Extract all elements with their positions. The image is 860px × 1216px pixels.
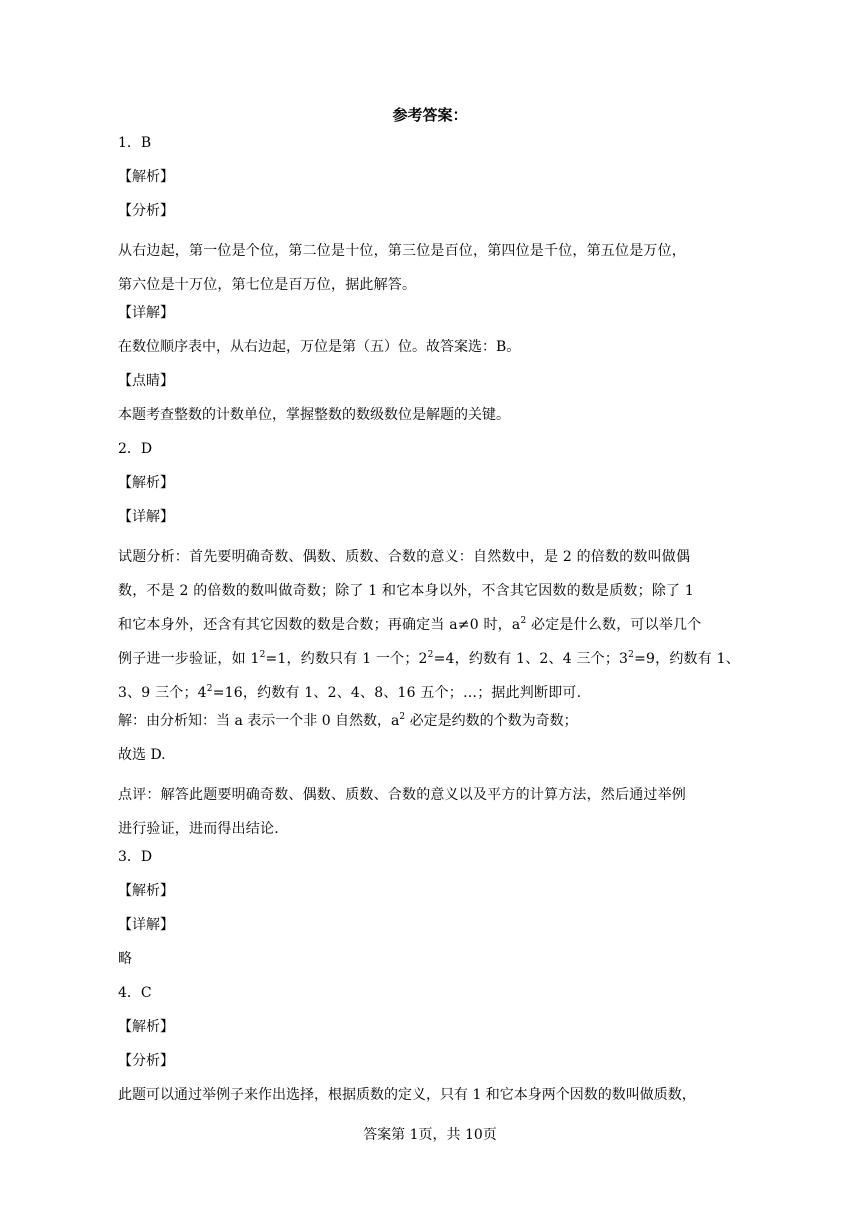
q2-l4-part-c: =4，约数有 1、2、4 三个；3 bbox=[433, 651, 629, 667]
q2-choice-text: 故选 D. bbox=[118, 747, 166, 763]
q2-comment-line-1: 点评：解答此题要明确奇数、偶数、质数、合数的意义以及平方的计算方法，然后通过举例 bbox=[118, 787, 686, 803]
q2-analysis-line-4 bbox=[118, 642, 740, 676]
q1-fenxi-line-1: 从右边起，第一位是个位，第二位是十位，第三位是百位，第四位是千位，第五位是万位， bbox=[118, 243, 686, 259]
q3-answer: 3．D bbox=[118, 849, 153, 865]
q2-l3-part-b: 必定是什么数，可以举几个 bbox=[526, 617, 702, 633]
q4-jiexi-heading: 【解析】 bbox=[118, 1019, 174, 1035]
q1-answer: 1．B bbox=[118, 135, 152, 151]
q2-l4-part-d: =9，约数有 1、 bbox=[634, 651, 740, 667]
q2-comment-text bbox=[118, 778, 740, 846]
q2-comment-line-2: 进行验证，进而得出结论. bbox=[118, 821, 279, 837]
q1-fenxi-heading: 【分析】 bbox=[118, 203, 174, 219]
q1-fenxi-text bbox=[118, 234, 740, 302]
q2-analysis-line-3 bbox=[118, 608, 740, 642]
q2-xiangjie-heading: 【详解】 bbox=[118, 509, 174, 525]
q2-l3-superscript: 2 bbox=[520, 616, 527, 626]
q2-jie-part-a: 解：由分析知：当 a 表示一个非 0 自然数，a bbox=[118, 713, 400, 729]
q2-answer: 2．D bbox=[118, 441, 153, 457]
q2-l4-superscript-1: 2 bbox=[259, 650, 266, 660]
q2-l4-part-b: =1，约数只有 1 一个；2 bbox=[265, 651, 428, 667]
q2-jie-superscript: 2 bbox=[399, 712, 406, 722]
q1-dianjing-heading: 【点睛】 bbox=[118, 373, 174, 389]
q1-jiexi-heading: 【解析】 bbox=[118, 169, 174, 185]
q2-l5-part-b: =16，约数有 1、2、4、8、16 五个；…；据此判断即可. bbox=[212, 685, 582, 701]
answer-body bbox=[118, 132, 740, 1118]
q2-jie-part-b: 必定是约数的个数为奇数； bbox=[405, 713, 578, 729]
q3-jiexi-heading: 【解析】 bbox=[118, 883, 174, 899]
q2-l3-part-a: 和它本身外，还含有其它因数的数是合数；再确定当 a≠0 时，a bbox=[118, 617, 521, 633]
q1-fenxi-line-2: 第六位是十万位，第七位是百万位，据此解答。 bbox=[118, 277, 417, 293]
page-footer: 答案第 1页，共 10页 bbox=[363, 1127, 497, 1143]
q1-dianjing-text: 本题考查整数的计数单位，掌握整数的数级数位是解题的关键。 bbox=[118, 407, 510, 423]
q2-analysis-line-5 bbox=[118, 676, 740, 710]
q2-l4-part-a: 例子进一步验证，如 1 bbox=[118, 651, 260, 667]
q2-jiexi-heading: 【解析】 bbox=[118, 475, 174, 491]
q1-xiangjie-heading: 【详解】 bbox=[118, 305, 174, 321]
q4-answer: 4．C bbox=[118, 985, 152, 1001]
q2-l4-superscript-3: 2 bbox=[628, 650, 635, 660]
q2-analysis-line-1: 试题分析：首先要明确奇数、偶数、质数、合数的意义：自然数中，是 2 的倍数的数叫做偶 bbox=[118, 549, 691, 565]
q3-xiangjie-heading: 【详解】 bbox=[118, 917, 174, 933]
q2-l5-part-a: 3、9 三个；4 bbox=[118, 685, 207, 701]
q3-xiangjie-text: 略 bbox=[118, 951, 132, 967]
q2-analysis-text bbox=[118, 540, 740, 710]
page-title: 参考答案： bbox=[392, 106, 468, 124]
q4-fenxi-text: 此题可以通过举例子来作出选择，根据质数的定义，只有 1 和它本身两个因数的数叫做质数， bbox=[118, 1087, 696, 1103]
q1-xiangjie-text: 在数位顺序表中，从右边起，万位是第（五）位。故答案选：B。 bbox=[118, 339, 521, 355]
q2-solution-text bbox=[118, 710, 740, 744]
q4-fenxi-heading: 【分析】 bbox=[118, 1053, 174, 1069]
q2-l5-superscript: 2 bbox=[206, 684, 213, 694]
q2-l4-superscript-2: 2 bbox=[427, 650, 434, 660]
q2-analysis-line-2: 数，不是 2 的倍数的数叫做奇数；除了 1 和它本身以外，不含其它因数的数是质数；除了 1 bbox=[118, 583, 694, 599]
